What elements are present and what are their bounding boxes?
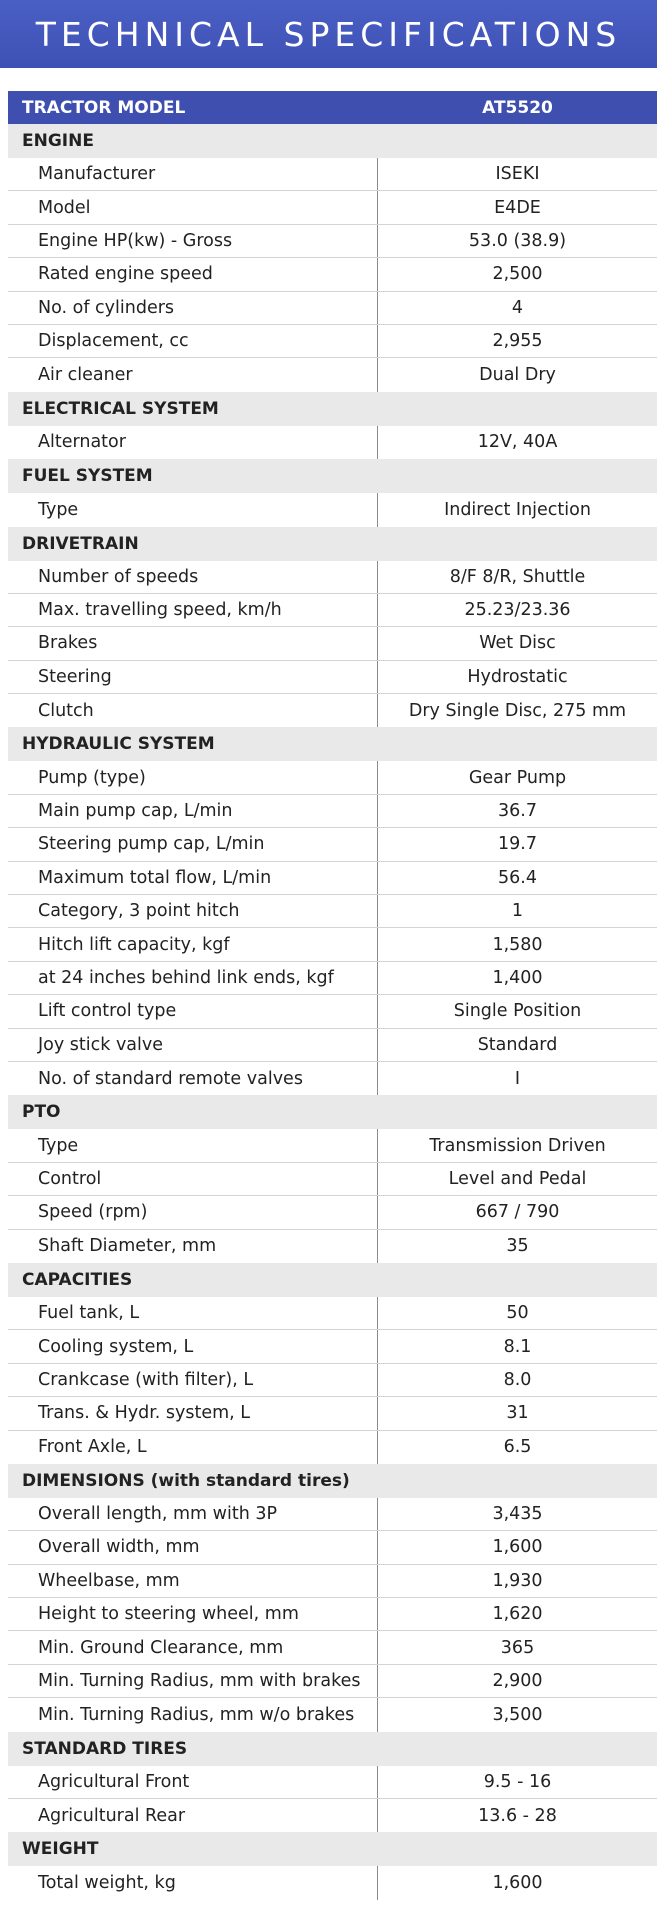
table-row — [8, 962, 657, 995]
spec-label: Manufacturer — [8, 158, 378, 190]
spec-label: Main pump cap, L/min — [8, 795, 378, 827]
table-row — [8, 358, 657, 391]
table-row — [8, 1766, 657, 1799]
spec-value: 12V, 40A — [477, 432, 558, 453]
spec-label: Overall length, mm with 3P — [8, 1498, 378, 1530]
table-row — [8, 1330, 657, 1363]
spec-value: 25.23/23.36 — [464, 600, 571, 621]
spec-label: Fuel tank, L — [8, 1297, 378, 1329]
table-row — [8, 1531, 657, 1564]
table-row — [8, 1163, 657, 1196]
spec-label: Steering pump cap, L/min — [8, 828, 378, 860]
spec-label: Maximum total flow, L/min — [8, 862, 378, 894]
spec-label: Front Axle, L — [8, 1431, 378, 1464]
table-row — [8, 1431, 657, 1464]
section-header: WEIGHT — [8, 1832, 657, 1866]
table-row — [8, 258, 657, 291]
spec-label: Control — [8, 1163, 378, 1195]
spec-label: Model — [8, 191, 378, 223]
table-row — [8, 828, 657, 861]
table-row — [8, 1230, 657, 1263]
spec-label: Clutch — [8, 694, 378, 727]
spec-label: Overall width, mm — [8, 1531, 378, 1563]
spec-value: ISEKI — [495, 164, 540, 185]
spec-label: Rated engine speed — [8, 258, 378, 290]
spec-value: 35 — [506, 1236, 529, 1257]
table-row — [8, 1631, 657, 1664]
table-row — [8, 627, 657, 660]
spec-value: 365 — [500, 1637, 535, 1658]
spec-label: Agricultural Front — [8, 1766, 378, 1798]
section-header: DIMENSIONS (with standard tires) — [8, 1464, 657, 1498]
spec-label: Engine HP(kw) - Gross — [8, 225, 378, 257]
table-row — [8, 1364, 657, 1397]
table-row — [8, 292, 657, 325]
model-header-value: AT5520 — [482, 97, 553, 118]
spec-label: Trans. & Hydr. system, L — [8, 1397, 378, 1429]
spec-value: 31 — [506, 1403, 529, 1424]
table-row — [8, 594, 657, 627]
spec-value: Standard — [477, 1034, 558, 1055]
spec-value: 53.0 (38.9) — [468, 230, 567, 251]
spec-value: 3,500 — [492, 1704, 543, 1725]
spec-label: Type — [8, 1129, 378, 1161]
spec-value: 1 — [511, 901, 524, 922]
spec-value: Gear Pump — [468, 767, 567, 788]
spec-label: Crankcase (with filter), L — [8, 1364, 378, 1396]
spec-label: Total weight, kg — [8, 1866, 378, 1899]
table-row — [8, 1029, 657, 1062]
spec-label: Height to steering wheel, mm — [8, 1598, 378, 1630]
spec-value: Level and Pedal — [448, 1168, 587, 1189]
section-header: ELECTRICAL SYSTEM — [8, 392, 657, 426]
table-row — [8, 694, 657, 727]
spec-value: 2,500 — [492, 264, 543, 285]
table-row — [8, 661, 657, 694]
section-header: PTO — [8, 1095, 657, 1129]
section-header: FUEL SYSTEM — [8, 459, 657, 493]
spec-label: Min. Ground Clearance, mm — [8, 1631, 378, 1663]
spec-label: Lift control type — [8, 995, 378, 1027]
spec-value: Dual Dry — [479, 365, 556, 386]
spec-value: 56.4 — [498, 867, 537, 888]
spec-value: 9.5 - 16 — [483, 1771, 552, 1792]
spec-label: Hitch lift capacity, kgf — [8, 928, 378, 960]
page-title: TECHNICAL SPECIFICATIONS — [35, 14, 622, 54]
section-header: ENGINE — [8, 124, 657, 158]
spec-label: Cooling system, L — [8, 1330, 378, 1362]
spec-label: Min. Turning Radius, mm w/o brakes — [8, 1698, 378, 1731]
spec-value: Wet Disc — [479, 633, 556, 654]
spec-value: E4DE — [494, 197, 541, 218]
table-row — [8, 928, 657, 961]
table-row — [8, 1498, 657, 1531]
spec-label: Alternator — [8, 426, 378, 459]
spec-label: Joy stick valve — [8, 1029, 378, 1061]
spec-label: Wheelbase, mm — [8, 1565, 378, 1597]
spec-label: Max. travelling speed, km/h — [8, 594, 378, 626]
spec-value: 1,400 — [492, 968, 543, 988]
spec-label: No. of standard remote valves — [8, 1062, 378, 1095]
spec-value: 1,600 — [492, 1873, 543, 1894]
spec-label: Category, 3 point hitch — [8, 895, 378, 927]
spec-label: Pump (type) — [8, 761, 378, 793]
table-row — [8, 225, 657, 258]
spec-value: 6.5 — [503, 1437, 532, 1458]
spec-value: 667 / 790 — [475, 1202, 560, 1223]
spec-value: 1,580 — [492, 934, 543, 955]
spec-value: Single Position — [453, 1001, 582, 1022]
table-row — [8, 1866, 657, 1899]
spec-value: 8/F 8/R, Shuttle — [449, 566, 586, 587]
spec-label: No. of cylinders — [8, 292, 378, 324]
table-row — [8, 1698, 657, 1731]
spec-label: Shaft Diameter, mm — [8, 1230, 378, 1263]
table-row — [8, 1397, 657, 1430]
table-row — [8, 158, 657, 191]
spec-label: Displacement, cc — [8, 325, 378, 357]
table-row — [8, 995, 657, 1028]
table-row — [8, 1565, 657, 1598]
spec-value: 8.0 — [503, 1369, 532, 1390]
spec-value: 13.6 - 28 — [478, 1805, 557, 1826]
spec-table — [8, 91, 657, 1900]
table-row — [8, 1665, 657, 1698]
table-row — [8, 1297, 657, 1330]
table-row — [8, 1062, 657, 1095]
table-row — [8, 761, 657, 794]
section-header: DRIVETRAIN — [8, 527, 657, 561]
spec-label: at 24 inches behind link ends, kgf — [8, 962, 378, 994]
spec-value: Indirect Injection — [444, 499, 591, 520]
spec-label: Steering — [8, 661, 378, 693]
spec-value: 1,600 — [492, 1537, 543, 1558]
spec-label: Number of speeds — [8, 561, 378, 593]
spec-value: 2,900 — [492, 1671, 543, 1692]
spec-value: Dry Single Disc, 275 mm — [408, 700, 627, 721]
table-row — [8, 1799, 657, 1832]
section-header: HYDRAULIC SYSTEM — [8, 727, 657, 761]
spec-label: Speed (rpm) — [8, 1196, 378, 1228]
section-header: STANDARD TIRES — [8, 1732, 657, 1766]
table-row — [8, 325, 657, 358]
table-row — [8, 493, 657, 526]
spec-value: Hydrostatic — [467, 666, 568, 687]
section-header: CAPACITIES — [8, 1263, 657, 1297]
spec-value: Transmission Driven — [429, 1135, 606, 1156]
spec-label: Brakes — [8, 627, 378, 659]
table-row — [8, 426, 657, 459]
spec-value: 3,435 — [492, 1504, 543, 1525]
spec-value: 50 — [506, 1303, 529, 1324]
spec-value: 36.7 — [498, 801, 537, 822]
table-row — [8, 862, 657, 895]
title-banner — [0, 0, 657, 68]
table-row — [8, 795, 657, 828]
model-header-row — [8, 91, 657, 124]
table-row — [8, 1196, 657, 1229]
table-row — [8, 1129, 657, 1162]
table-row — [8, 895, 657, 928]
spec-value: 8.1 — [503, 1336, 532, 1357]
spec-value: 2,955 — [492, 331, 543, 352]
spec-label: Air cleaner — [8, 358, 378, 391]
table-row — [8, 191, 657, 224]
model-header-label: TRACTOR MODEL — [22, 97, 186, 118]
spec-label: Agricultural Rear — [8, 1799, 378, 1832]
table-row — [8, 1598, 657, 1631]
spec-value: 1,620 — [492, 1604, 543, 1625]
spec-value: I — [514, 1068, 521, 1089]
spec-value: 1,930 — [492, 1570, 543, 1591]
spec-label: Type — [8, 493, 378, 526]
spec-label: Min. Turning Radius, mm with brakes — [8, 1665, 378, 1697]
spec-value: 19.7 — [498, 834, 537, 855]
table-row — [8, 561, 657, 594]
spec-value: 4 — [511, 297, 524, 318]
